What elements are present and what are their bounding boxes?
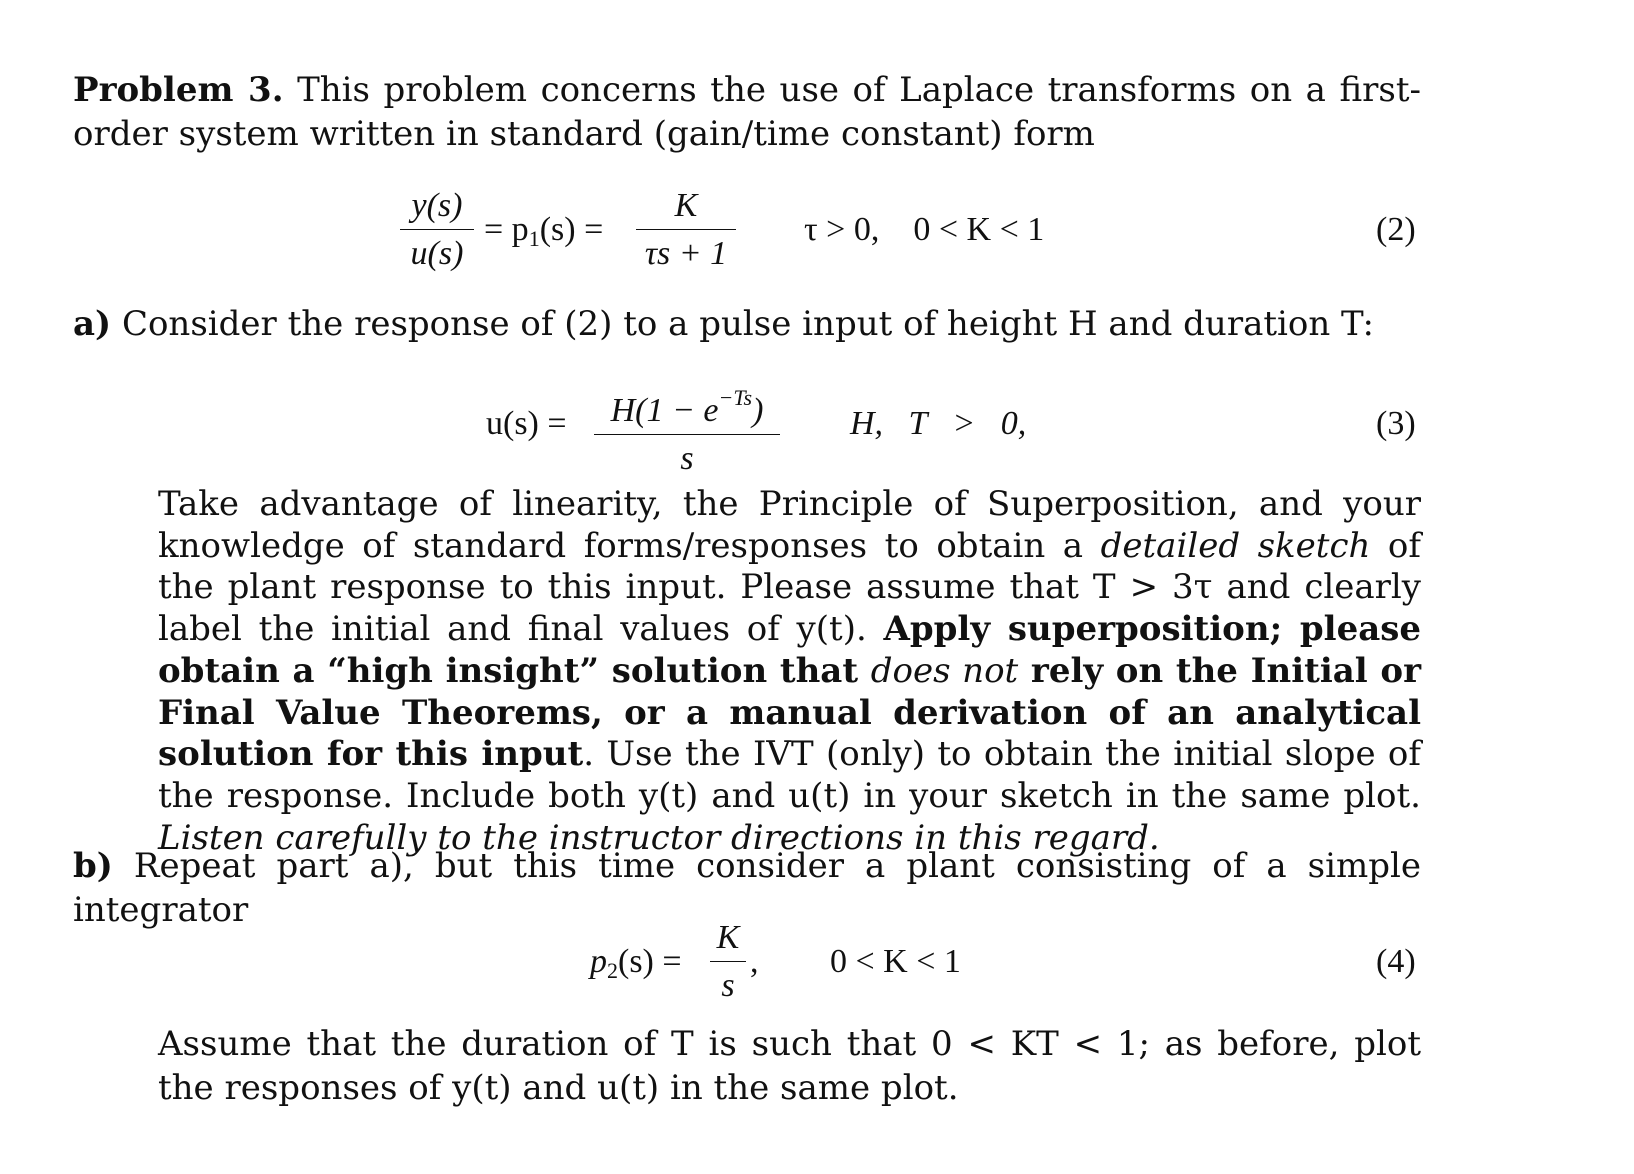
eq4-conditions: 0 < K < 1 [830,943,961,980]
eq2-rhs-numerator: K [674,187,698,224]
eq2-lhs-numerator: y(s) [411,187,463,224]
eq2-lhs-denominator: u(s) [410,235,464,272]
eq4-lhs: $p_2(s)$ = [590,943,682,983]
eq4-denominator: s [721,967,735,1004]
equation-3 [0,374,1634,484]
part-b-body: Assume that the duration of T is such that 0 < KT < 1; as before, plot the responses of y(t) and u(t) in the same plot. [158,1024,1421,1108]
eq3-fraction [594,378,780,479]
eq3-number: (3) [1376,405,1416,442]
part-a-label: a) [73,304,112,344]
part-b-intro-text: Repeat part a), but this time consider a plant consisting of a simple integrator [73,846,1421,930]
eq4-fraction [710,918,746,1006]
eq3-denominator: s [680,440,694,477]
intro-text: This problem concerns the use of Laplace transforms on a first-order system written in standard (gain/time constant) form [73,70,1421,154]
eq2-conditions: τ > 0, 0 < K < 1 [804,211,1045,248]
eq2-rhs-denominator: τs + 1 [644,235,728,272]
problem-heading: Problem 3. [73,70,284,110]
eq2-number: (2) [1376,211,1416,248]
eq2-rhs-fraction [636,186,736,274]
eq3-conditions: H, T > 0, [850,405,1027,442]
part-a-intro [73,302,1421,346]
part-a-intro-text: Consider the response of (2) to a pulse input of height H and duration T: [121,304,1374,344]
eq2-lhs-fraction [400,186,474,274]
part-b-label: b) [73,846,113,886]
eq3-lhs: u(s) = [486,405,567,442]
eq4-numerator: K [716,919,740,956]
eq4-comma: , [750,943,759,980]
equation-4 [0,912,1634,1022]
eq4-number: (4) [1376,943,1416,980]
problem-intro [73,68,1421,156]
eq2-middle: = $p_1(s)$ = [484,211,604,251]
eq3-numerator: $H(1 - e^{-Ts})$ [610,385,764,429]
equation-2 [0,180,1634,290]
part-a-body: Take advantage of linearity, the Principle of Superposition, and your knowledge of standard forms/responses to obtain a detailed sketch of the plant response to this input. Please assume that T > 3τ and clearly label the initial and final values of y(t). Apply superposition; please obtain a “high insight” solution that does not rely on the Initial or Final Value Theorems, or a manual derivation of an analytical solution for this input. Use the IVT (only) to obtain the initial slope of the response. Include both y(t) and u(t) in your sketch in the same plot. Listen carefully to the instructor directions in this regard. [158,484,1422,858]
